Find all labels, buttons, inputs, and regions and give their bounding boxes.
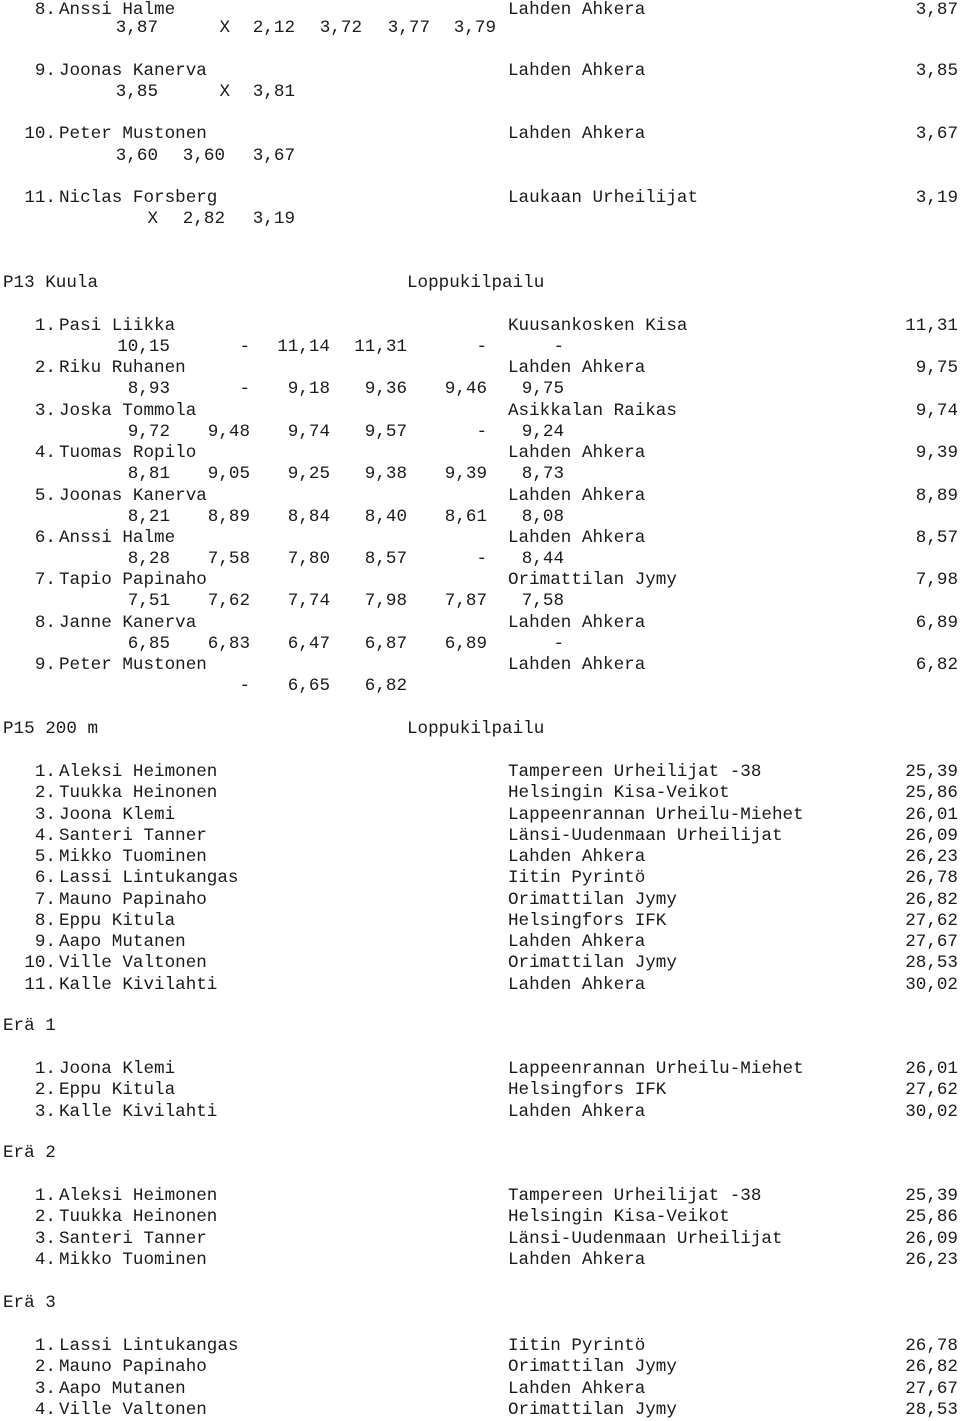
result-row bbox=[0, 953, 960, 974]
athlete-name: Pasi Liikka bbox=[59, 316, 176, 336]
club-name: Lahden Ahkera bbox=[508, 358, 646, 378]
placing: 11. bbox=[24, 975, 56, 995]
attempt: 8,61 bbox=[444, 507, 487, 527]
result-value: 28,53 bbox=[905, 953, 958, 973]
heat-title: Erä 3 bbox=[3, 1293, 56, 1313]
placing: 3. bbox=[34, 805, 56, 825]
result-row bbox=[0, 358, 960, 379]
attempt: 6,87 bbox=[364, 634, 407, 654]
club-name: Länsi-Uudenmaan Urheilijat bbox=[508, 1229, 783, 1249]
club-name: Länsi-Uudenmaan Urheilijat bbox=[508, 826, 783, 846]
result-row bbox=[0, 188, 960, 209]
attempt: 9,39 bbox=[444, 464, 487, 484]
result-value: 3,19 bbox=[915, 188, 958, 208]
attempt: - bbox=[476, 337, 487, 357]
placing: 1. bbox=[34, 762, 56, 782]
result-value: 26,78 bbox=[905, 868, 958, 888]
event-header bbox=[0, 719, 960, 740]
athlete-name: Joonas Kanerva bbox=[59, 61, 207, 81]
athlete-name: Ville Valtonen bbox=[59, 1400, 207, 1420]
heat-title: Erä 2 bbox=[3, 1143, 56, 1163]
attempt: 7,80 bbox=[287, 549, 330, 569]
attempt: 6,85 bbox=[127, 634, 170, 654]
event-round: Loppukilpailu bbox=[407, 273, 545, 293]
attempt: 3,81 bbox=[252, 82, 295, 102]
result-value: 8,89 bbox=[915, 486, 958, 506]
event-title: P15 200 m bbox=[3, 719, 99, 739]
result-value: 8,57 bbox=[915, 528, 958, 548]
athlete-name: Kalle Kivilahti bbox=[59, 975, 218, 995]
result-value: 3,85 bbox=[915, 61, 958, 81]
attempt: 7,58 bbox=[521, 591, 564, 611]
result-value: 26,01 bbox=[905, 1059, 958, 1079]
placing: 2. bbox=[34, 1080, 56, 1100]
result-value: 30,02 bbox=[905, 975, 958, 995]
placing: 9. bbox=[34, 655, 56, 675]
result-value: 26,09 bbox=[905, 1229, 958, 1249]
placing: 3. bbox=[34, 1102, 56, 1122]
result-row bbox=[0, 124, 960, 145]
club-name: Tampereen Urheilijat -38 bbox=[508, 1186, 762, 1206]
club-name: Lahden Ahkera bbox=[508, 124, 646, 144]
attempt: 3,79 bbox=[453, 18, 496, 38]
attempt: 7,74 bbox=[287, 591, 330, 611]
attempt: 9,38 bbox=[364, 464, 407, 484]
result-row bbox=[0, 1102, 960, 1123]
athlete-name: Peter Mustonen bbox=[59, 655, 207, 675]
club-name: Lahden Ahkera bbox=[508, 486, 646, 506]
result-row bbox=[0, 826, 960, 847]
placing: 8. bbox=[34, 613, 56, 633]
athlete-name: Kalle Kivilahti bbox=[59, 1102, 218, 1122]
attempt: 8,81 bbox=[127, 464, 170, 484]
attempt: 9,24 bbox=[521, 422, 564, 442]
attempt: 8,73 bbox=[521, 464, 564, 484]
result-row bbox=[0, 486, 960, 507]
placing: 4. bbox=[34, 443, 56, 463]
attempt: - bbox=[553, 634, 564, 654]
club-name: Lahden Ahkera bbox=[508, 847, 646, 867]
athlete-name: Joonas Kanerva bbox=[59, 486, 207, 506]
attempt: 3,67 bbox=[252, 146, 295, 166]
placing: 10. bbox=[24, 953, 56, 973]
placing: 3. bbox=[34, 1379, 56, 1399]
attempts-row bbox=[0, 507, 960, 528]
attempt: 10,15 bbox=[117, 337, 170, 357]
attempt: 6,47 bbox=[287, 634, 330, 654]
result-value: 27,67 bbox=[905, 932, 958, 952]
placing: 7. bbox=[34, 570, 56, 590]
attempts-row bbox=[0, 18, 960, 39]
result-value: 25,86 bbox=[905, 783, 958, 803]
attempt: 8,21 bbox=[127, 507, 170, 527]
placing: 1. bbox=[34, 1336, 56, 1356]
attempt: 3,60 bbox=[115, 146, 158, 166]
placing: 10. bbox=[24, 124, 56, 144]
result-value: 27,62 bbox=[905, 911, 958, 931]
result-value: 6,89 bbox=[915, 613, 958, 633]
athlete-name: Aleksi Heimonen bbox=[59, 1186, 218, 1206]
attempt: 9,75 bbox=[521, 379, 564, 399]
attempt: 9,57 bbox=[364, 422, 407, 442]
attempt: 8,93 bbox=[127, 379, 170, 399]
attempt: - bbox=[239, 676, 250, 696]
club-name: Orimattilan Jymy bbox=[508, 1357, 677, 1377]
attempt: 8,44 bbox=[521, 549, 564, 569]
result-value: 27,67 bbox=[905, 1379, 958, 1399]
attempts-row bbox=[0, 464, 960, 485]
athlete-name: Mauno Papinaho bbox=[59, 890, 207, 910]
athlete-name: Tuomas Ropilo bbox=[59, 443, 197, 463]
attempt: 8,28 bbox=[127, 549, 170, 569]
attempts-row bbox=[0, 549, 960, 570]
attempt: 6,83 bbox=[207, 634, 250, 654]
result-row bbox=[0, 762, 960, 783]
placing: 2. bbox=[34, 1207, 56, 1227]
athlete-name: Aapo Mutanen bbox=[59, 932, 186, 952]
result-value: 7,98 bbox=[915, 570, 958, 590]
club-name: Lahden Ahkera bbox=[508, 528, 646, 548]
result-value: 28,53 bbox=[905, 1400, 958, 1420]
club-name: Lahden Ahkera bbox=[508, 932, 646, 952]
result-value: 26,23 bbox=[905, 847, 958, 867]
placing: 6. bbox=[34, 868, 56, 888]
attempt: 7,98 bbox=[364, 591, 407, 611]
placing: 9. bbox=[34, 61, 56, 81]
club-name: Tampereen Urheilijat -38 bbox=[508, 762, 762, 782]
attempt: 3,87 bbox=[115, 18, 158, 38]
placing: 8. bbox=[34, 0, 56, 20]
result-row bbox=[0, 890, 960, 911]
event-header bbox=[0, 273, 960, 294]
result-value: 3,67 bbox=[915, 124, 958, 144]
placing: 2. bbox=[34, 1357, 56, 1377]
attempt: 7,62 bbox=[207, 591, 250, 611]
club-name: Orimattilan Jymy bbox=[508, 1400, 677, 1420]
result-value: 26,78 bbox=[905, 1336, 958, 1356]
result-row bbox=[0, 1250, 960, 1271]
placing: 5. bbox=[34, 486, 56, 506]
placing: 7. bbox=[34, 890, 56, 910]
attempt: - bbox=[476, 422, 487, 442]
placing: 1. bbox=[34, 316, 56, 336]
result-row bbox=[0, 1059, 960, 1080]
club-name: Orimattilan Jymy bbox=[508, 953, 677, 973]
result-row bbox=[0, 847, 960, 868]
athlete-name: Peter Mustonen bbox=[59, 124, 207, 144]
club-name: Lappeenrannan Urheilu-Miehet bbox=[508, 1059, 804, 1079]
placing: 3. bbox=[34, 401, 56, 421]
attempt: 9,46 bbox=[444, 379, 487, 399]
placing: 3. bbox=[34, 1229, 56, 1249]
heat-header bbox=[0, 1293, 960, 1314]
event-title: P13 Kuula bbox=[3, 273, 99, 293]
club-name: Lahden Ahkera bbox=[508, 1102, 646, 1122]
result-value: 26,01 bbox=[905, 805, 958, 825]
result-value: 27,62 bbox=[905, 1080, 958, 1100]
athlete-name: Mikko Tuominen bbox=[59, 847, 207, 867]
result-row bbox=[0, 443, 960, 464]
club-name: Lahden Ahkera bbox=[508, 655, 646, 675]
placing: 1. bbox=[34, 1059, 56, 1079]
result-value: 9,74 bbox=[915, 401, 958, 421]
result-row bbox=[0, 316, 960, 337]
result-row bbox=[0, 1357, 960, 1378]
placing: 8. bbox=[34, 911, 56, 931]
result-value: 26,82 bbox=[905, 1357, 958, 1377]
result-row bbox=[0, 1207, 960, 1228]
attempt: - bbox=[239, 379, 250, 399]
athlete-name: Tuukka Heinonen bbox=[59, 1207, 218, 1227]
attempt: 7,51 bbox=[127, 591, 170, 611]
result-row bbox=[0, 613, 960, 634]
athlete-name: Eppu Kitula bbox=[59, 1080, 176, 1100]
heat-header bbox=[0, 1143, 960, 1164]
athlete-name: Aleksi Heimonen bbox=[59, 762, 218, 782]
result-row bbox=[0, 528, 960, 549]
result-value: 26,09 bbox=[905, 826, 958, 846]
placing: 4. bbox=[34, 1400, 56, 1420]
result-row bbox=[0, 655, 960, 676]
athlete-name: Tuukka Heinonen bbox=[59, 783, 218, 803]
result-row bbox=[0, 401, 960, 422]
athlete-name: Joska Tommola bbox=[59, 401, 197, 421]
attempt: X bbox=[219, 18, 230, 38]
club-name: Orimattilan Jymy bbox=[508, 570, 677, 590]
attempt: 8,57 bbox=[364, 549, 407, 569]
attempts-row bbox=[0, 634, 960, 655]
placing: 2. bbox=[34, 358, 56, 378]
club-name: Lahden Ahkera bbox=[508, 61, 646, 81]
club-name: Orimattilan Jymy bbox=[508, 890, 677, 910]
athlete-name: Anssi Halme bbox=[59, 0, 176, 20]
attempt: 3,19 bbox=[252, 209, 295, 229]
attempts-row bbox=[0, 676, 960, 697]
result-value: 30,02 bbox=[905, 1102, 958, 1122]
result-value: 26,82 bbox=[905, 890, 958, 910]
club-name: Helsingin Kisa-Veikot bbox=[508, 783, 730, 803]
result-value: 9,75 bbox=[915, 358, 958, 378]
result-value: 25,39 bbox=[905, 762, 958, 782]
athlete-name: Lassi Lintukangas bbox=[59, 868, 239, 888]
club-name: Lahden Ahkera bbox=[508, 1250, 646, 1270]
result-row bbox=[0, 783, 960, 804]
attempt: 9,25 bbox=[287, 464, 330, 484]
attempt: - bbox=[239, 337, 250, 357]
club-name: Lahden Ahkera bbox=[508, 0, 646, 20]
placing: 4. bbox=[34, 1250, 56, 1270]
result-value: 3,87 bbox=[915, 0, 958, 20]
placing: 2. bbox=[34, 783, 56, 803]
club-name: Lahden Ahkera bbox=[508, 1379, 646, 1399]
result-value: 26,23 bbox=[905, 1250, 958, 1270]
attempt: 11,31 bbox=[354, 337, 407, 357]
attempt: 6,89 bbox=[444, 634, 487, 654]
result-value: 25,39 bbox=[905, 1186, 958, 1206]
attempt: 9,48 bbox=[207, 422, 250, 442]
athlete-name: Mikko Tuominen bbox=[59, 1250, 207, 1270]
attempt: X bbox=[147, 209, 158, 229]
club-name: Helsingin Kisa-Veikot bbox=[508, 1207, 730, 1227]
result-row bbox=[0, 570, 960, 591]
attempt: - bbox=[553, 337, 564, 357]
placing: 6. bbox=[34, 528, 56, 548]
result-row bbox=[0, 911, 960, 932]
heat-title: Erä 1 bbox=[3, 1016, 56, 1036]
placing: 9. bbox=[34, 932, 56, 952]
attempts-row bbox=[0, 591, 960, 612]
attempt: 9,18 bbox=[287, 379, 330, 399]
attempt: 3,60 bbox=[182, 146, 225, 166]
athlete-name: Lassi Lintukangas bbox=[59, 1336, 239, 1356]
attempts-row bbox=[0, 146, 960, 167]
athlete-name: Aapo Mutanen bbox=[59, 1379, 186, 1399]
athlete-name: Santeri Tanner bbox=[59, 1229, 207, 1249]
attempts-row bbox=[0, 82, 960, 103]
attempt: 8,08 bbox=[521, 507, 564, 527]
result-value: 9,39 bbox=[915, 443, 958, 463]
attempts-row bbox=[0, 337, 960, 358]
result-row bbox=[0, 1400, 960, 1421]
attempt: 2,82 bbox=[182, 209, 225, 229]
placing: 1. bbox=[34, 1186, 56, 1206]
club-name: Laukaan Urheilijat bbox=[508, 188, 699, 208]
attempt: 9,36 bbox=[364, 379, 407, 399]
result-row bbox=[0, 1186, 960, 1207]
attempt: 3,77 bbox=[387, 18, 430, 38]
club-name: Helsingfors IFK bbox=[508, 911, 667, 931]
placing: 5. bbox=[34, 847, 56, 867]
attempt: 8,89 bbox=[207, 507, 250, 527]
club-name: Lahden Ahkera bbox=[508, 975, 646, 995]
attempt: 6,82 bbox=[364, 676, 407, 696]
result-row bbox=[0, 1229, 960, 1250]
attempt: 9,74 bbox=[287, 422, 330, 442]
result-row bbox=[0, 1336, 960, 1357]
attempt: 3,72 bbox=[319, 18, 362, 38]
result-row bbox=[0, 1080, 960, 1101]
attempts-row bbox=[0, 422, 960, 443]
result-row bbox=[0, 61, 960, 82]
result-row bbox=[0, 975, 960, 996]
club-name: Lappeenrannan Urheilu-Miehet bbox=[508, 805, 804, 825]
result-row bbox=[0, 932, 960, 953]
attempts-row bbox=[0, 209, 960, 230]
athlete-name: Tapio Papinaho bbox=[59, 570, 207, 590]
attempt: 7,58 bbox=[207, 549, 250, 569]
attempt: - bbox=[476, 549, 487, 569]
athlete-name: Riku Ruhanen bbox=[59, 358, 186, 378]
event-round: Loppukilpailu bbox=[407, 719, 545, 739]
club-name: Kuusankosken Kisa bbox=[508, 316, 688, 336]
athlete-name: Joona Klemi bbox=[59, 805, 176, 825]
result-value: 11,31 bbox=[905, 316, 958, 336]
athlete-name: Anssi Halme bbox=[59, 528, 176, 548]
club-name: Iitin Pyrintö bbox=[508, 868, 646, 888]
club-name: Lahden Ahkera bbox=[508, 613, 646, 633]
club-name: Helsingfors IFK bbox=[508, 1080, 667, 1100]
club-name: Lahden Ahkera bbox=[508, 443, 646, 463]
result-value: 6,82 bbox=[915, 655, 958, 675]
athlete-name: Mauno Papinaho bbox=[59, 1357, 207, 1377]
heat-header bbox=[0, 1016, 960, 1037]
athlete-name: Joona Klemi bbox=[59, 1059, 176, 1079]
athlete-name: Eppu Kitula bbox=[59, 911, 176, 931]
attempt: X bbox=[219, 82, 230, 102]
attempt: 8,84 bbox=[287, 507, 330, 527]
athlete-name: Janne Kanerva bbox=[59, 613, 197, 633]
club-name: Asikkalan Raikas bbox=[508, 401, 677, 421]
attempt: 11,14 bbox=[277, 337, 330, 357]
attempt: 6,65 bbox=[287, 676, 330, 696]
attempt: 7,87 bbox=[444, 591, 487, 611]
result-row bbox=[0, 805, 960, 826]
placing: 11. bbox=[24, 188, 56, 208]
athlete-name: Niclas Forsberg bbox=[59, 188, 218, 208]
athlete-name: Santeri Tanner bbox=[59, 826, 207, 846]
athlete-name: Ville Valtonen bbox=[59, 953, 207, 973]
result-row bbox=[0, 1379, 960, 1400]
club-name: Iitin Pyrintö bbox=[508, 1336, 646, 1356]
result-value: 25,86 bbox=[905, 1207, 958, 1227]
attempt: 9,05 bbox=[207, 464, 250, 484]
attempt: 9,72 bbox=[127, 422, 170, 442]
attempt: 8,40 bbox=[364, 507, 407, 527]
attempt: 2,12 bbox=[252, 18, 295, 38]
result-row bbox=[0, 868, 960, 889]
placing: 4. bbox=[34, 826, 56, 846]
attempt: 3,85 bbox=[115, 82, 158, 102]
attempts-row bbox=[0, 379, 960, 400]
